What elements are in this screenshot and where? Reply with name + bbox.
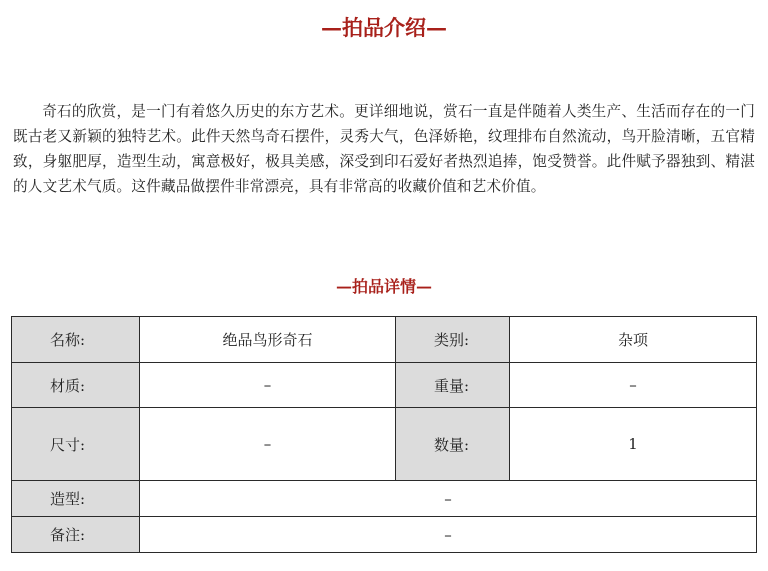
category-value: 杂项 — [510, 317, 757, 363]
material-value: – — [140, 363, 396, 408]
quantity-value: 1 — [510, 408, 757, 481]
intro-section-title: —拍品介绍— — [321, 15, 447, 40]
table-row-name-category — [12, 317, 757, 363]
details-table — [11, 316, 757, 553]
weight-value: – — [510, 363, 757, 408]
category-label: 类别: — [396, 317, 510, 363]
quantity-label: 数量: — [396, 408, 510, 481]
remark-label: 备注: — [12, 517, 140, 553]
table-row-size-quantity — [12, 408, 757, 481]
name-value: 绝品鸟形奇石 — [140, 317, 396, 363]
size-value: – — [140, 408, 396, 481]
table-row-shape — [12, 481, 757, 517]
intro-paragraph: 奇石的欣赏，是一门有着悠久历史的东方艺术。更详细地说，赏石一直是伴随着人类生产、生活而存在的一门既古老又新颖的独特艺术。此件天然鸟奇石摆件，灵秀大气，色泽娇艳，纹理排布自然流动，鸟开脸清晰，五官精致，身躯肥厚，造型生动，寓意极好，极具美感，深受到印石爱好者热烈追捧，饱受赞誉。此件赋予器独到、精湛的人文艺术气质。这件藏品做摆件非常漂亮，具有非常高的收藏价值和艺术价值。 — [13, 103, 755, 195]
shape-value: – — [140, 481, 757, 517]
size-label: 尺寸: — [12, 408, 140, 481]
table-row-remark — [12, 517, 757, 553]
material-label: 材质: — [12, 363, 140, 408]
weight-label: 重量: — [396, 363, 510, 408]
details-section-title: —拍品详情— — [335, 277, 432, 296]
shape-label: 造型: — [12, 481, 140, 517]
remark-value: – — [140, 517, 757, 553]
name-label: 名称: — [12, 317, 140, 363]
table-row-material-weight — [12, 363, 757, 408]
